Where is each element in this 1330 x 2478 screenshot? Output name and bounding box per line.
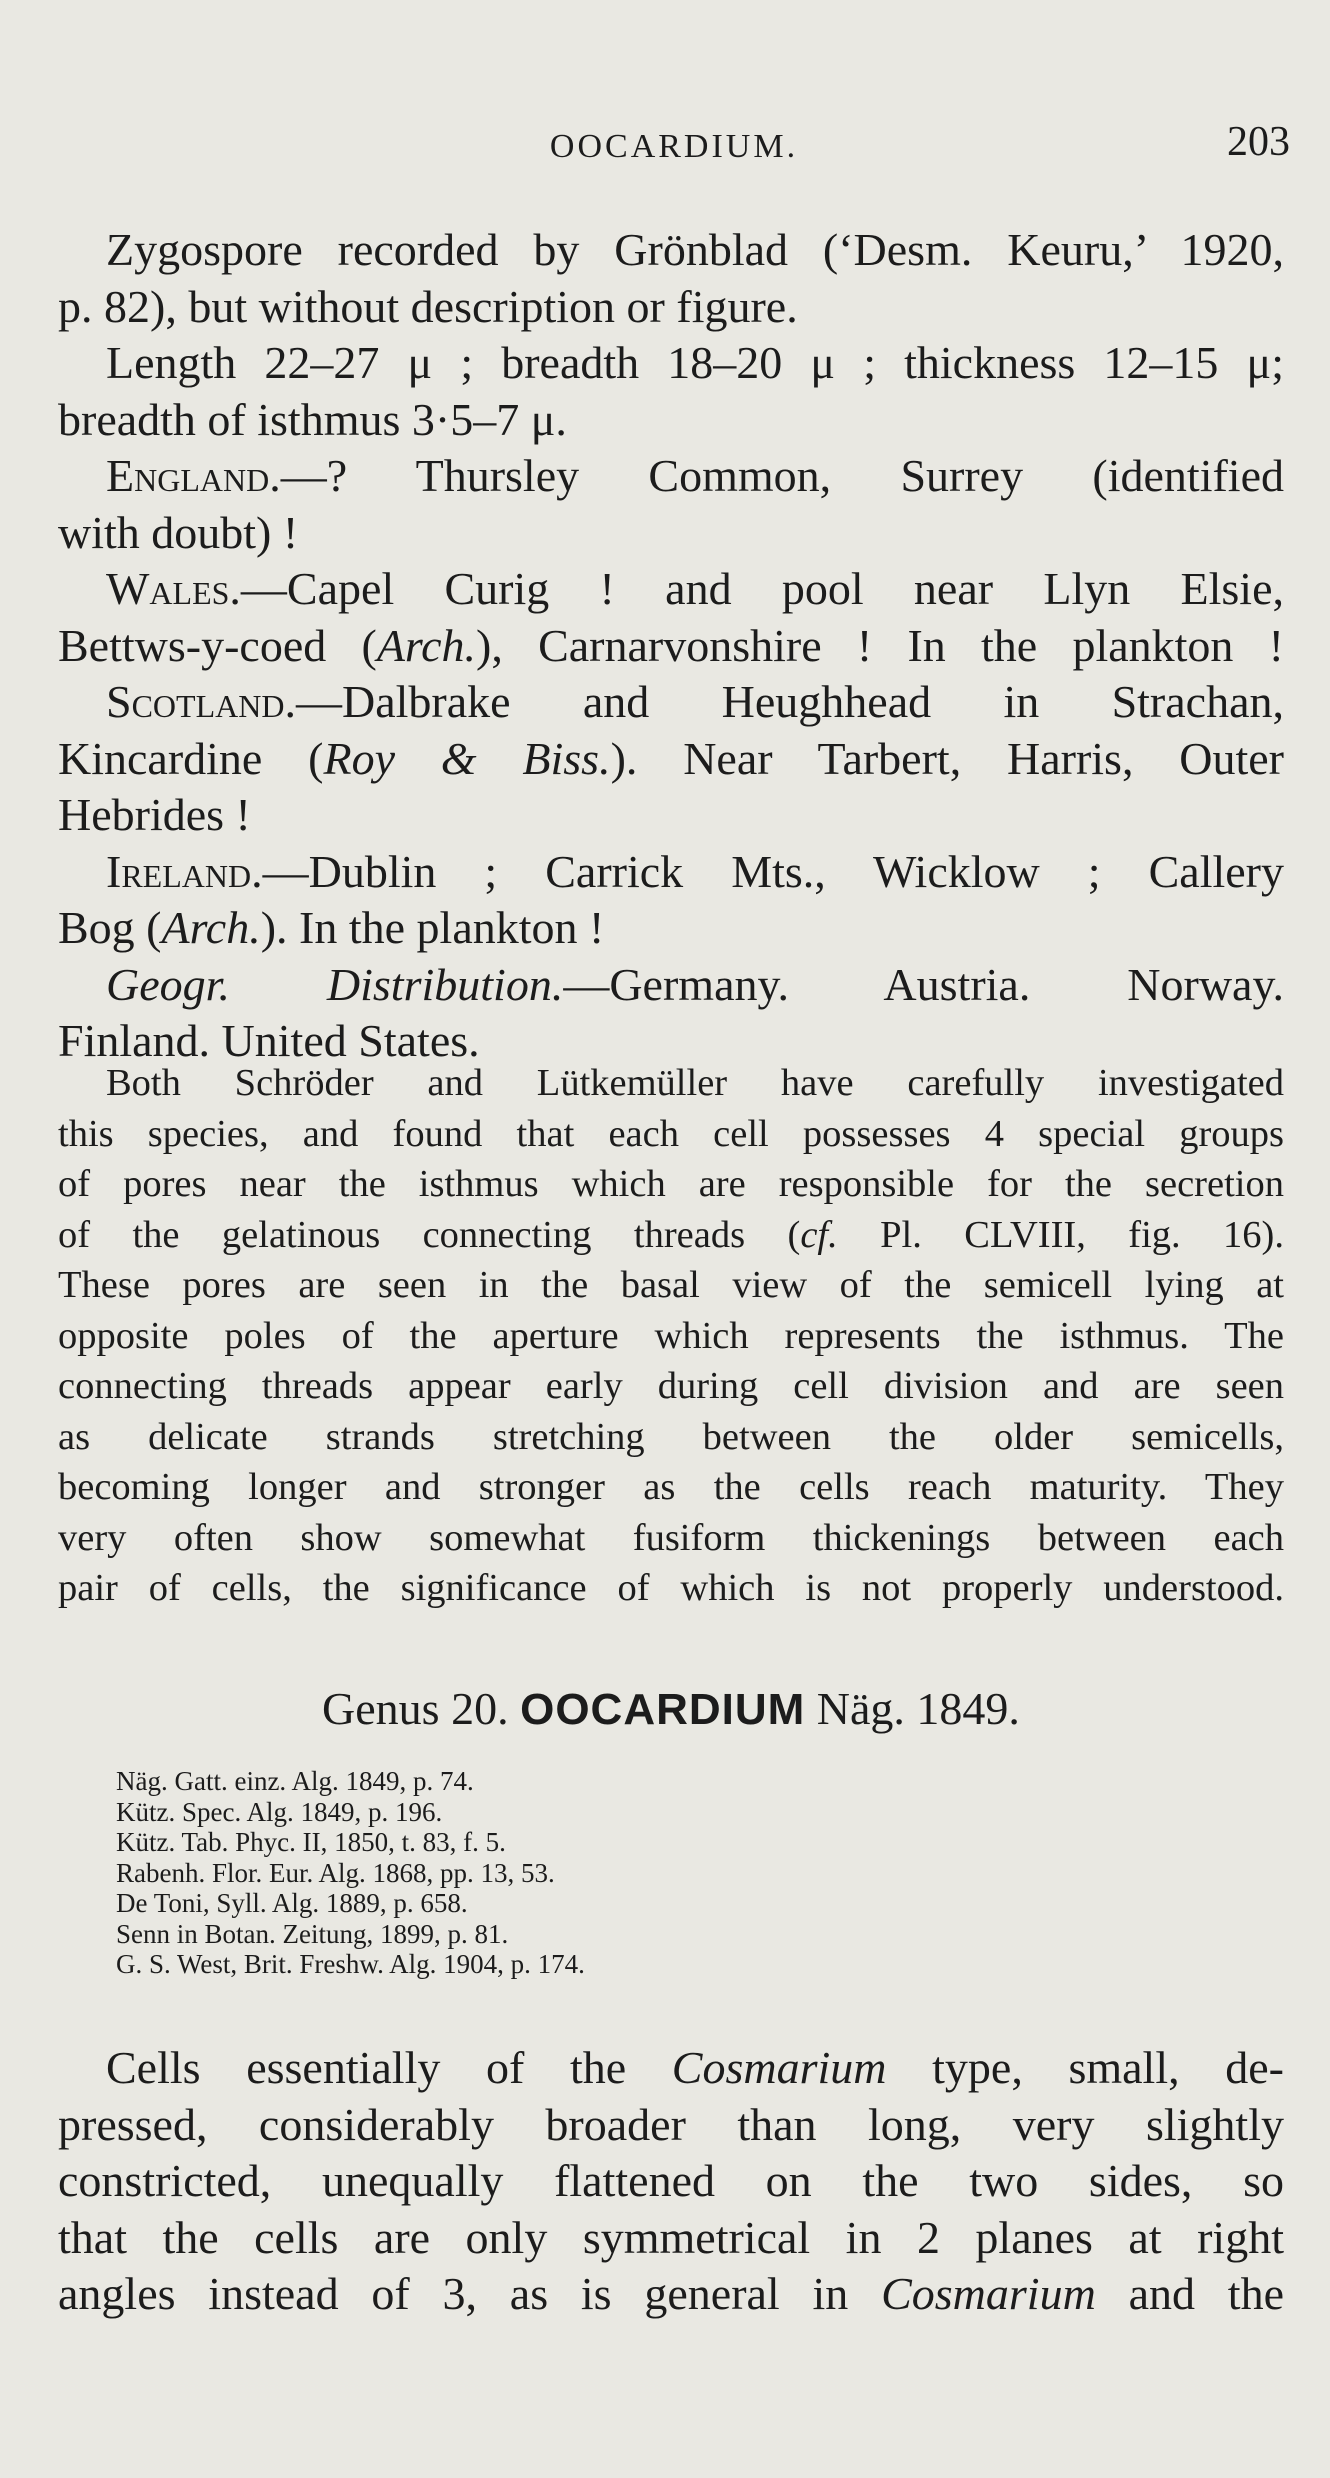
running-head: OOCARDIUM. — [549, 128, 799, 165]
text-span: angles instead of 3, as is general in — [58, 2268, 882, 2319]
text-line: this species, and found that each cell possesses 4 special groups — [58, 1112, 1284, 1155]
genus-description — [58, 2040, 1284, 2323]
text-line — [58, 561, 1284, 618]
reference-item: Senn in Botan. Zeitung, 1899, p. 81. — [116, 1918, 509, 1949]
text-line: Finland. United States. — [58, 1015, 480, 1066]
page-number: 203 — [1227, 119, 1290, 165]
text-span: Bog ( — [58, 902, 162, 953]
text-line: pressed, considerably broader than long, very slightly — [58, 2098, 1284, 2150]
text-span: of the gelatinous connecting threads ( — [58, 1213, 801, 1256]
reference-item: Kütz. Tab. Phyc. II, 1850, t. 83, f. 5. — [116, 1827, 506, 1857]
region-label: Ireland. — [106, 845, 263, 897]
text-line: p. 82), but without description or figure. — [58, 280, 798, 332]
text-line: as delicate strands stretching between the older semicells, — [58, 1415, 1284, 1458]
reference-item: Näg. Gatt. einz. Alg. 1849, p. 74. — [116, 1766, 474, 1796]
text-span: cf. — [800, 1213, 838, 1256]
text-line: opposite poles of the aperture which represents the isthmus. The — [58, 1314, 1284, 1357]
reference-item: Rabenh. Flor. Eur. Alg. 1868, pp. 13, 53. — [116, 1857, 555, 1888]
text-line: that the cells are only symmetrical in 2 planes at right — [58, 2211, 1284, 2263]
text-span: ), Carnarvonshire ! In the plankton ! — [476, 619, 1284, 671]
reference-item: De Toni, Syll. Alg. 1889, p. 658. — [116, 1888, 468, 1918]
region-text: —Capel Curig ! and pool near Llyn Elsie, — [240, 563, 1284, 614]
text-line: breadth of isthmus 3·5–7 μ. — [58, 393, 567, 445]
taxon-name: Cosmarium — [881, 2268, 1096, 2319]
text-line: with doubt) ! — [58, 506, 299, 558]
authority: Roy & Biss. — [323, 732, 611, 784]
text-line: These pores are seen in the basal view of the semicell lying at — [58, 1264, 1284, 1306]
genus-number: Genus 20. — [322, 1683, 509, 1734]
text-line: becoming longer and stronger as the cells reach maturity. They — [58, 1466, 1284, 1508]
page-header — [58, 118, 1290, 168]
geogr-label: Geogr. Distribution. — [106, 958, 564, 1010]
text-line — [58, 1210, 1284, 1261]
region-label: England. — [106, 450, 281, 501]
distribution-section — [58, 222, 1284, 1070]
region-label: Wales. — [106, 563, 241, 614]
region-text: —? Thursley Common, Surrey (identified — [280, 450, 1284, 501]
text-line — [58, 844, 1284, 901]
region-text: —Dublin ; Carrick Mts., Wicklow ; Callery — [262, 845, 1284, 897]
authority: Arch. — [376, 619, 477, 671]
text-span: Bettws-y-coed ( — [58, 619, 377, 671]
text-line — [58, 957, 1284, 1014]
reference-item: Kütz. Spec. Alg. 1849, p. 196. — [116, 1796, 443, 1827]
text-line — [58, 448, 1284, 505]
text-line: very often show somewhat fusiform thickenings between each — [58, 1516, 1284, 1559]
taxon-name: Cosmarium — [671, 2042, 887, 2093]
genus-heading — [58, 1682, 1284, 1735]
text-line — [58, 674, 1284, 731]
text-line: Hebrides ! — [58, 789, 251, 840]
reference-list — [116, 1766, 585, 1980]
text-line: Length 22–27 μ ; breadth 18–20 μ ; thickness 12–15 μ; — [106, 337, 1284, 388]
text-span: Cells essentially of the — [106, 2042, 672, 2093]
text-line: Zygospore recorded by Grönblad (‘Desm. Keuru,’ 1920, — [106, 224, 1284, 275]
text-line — [58, 2266, 1284, 2323]
text-line — [58, 2040, 1284, 2097]
region-label: Scotland. — [106, 676, 296, 727]
text-span: and the — [1095, 2268, 1284, 2319]
text-line: Both Schröder and Lütkemüller have carefully investigated — [106, 1062, 1284, 1104]
text-line: constricted, unequally flattened on the two sides, so — [58, 2155, 1284, 2206]
text-line — [58, 618, 1284, 675]
note-paragraph — [58, 1058, 1284, 1614]
genus-name: OOCARDIUM — [520, 1685, 806, 1734]
region-text: —Dalbrake and Heughhead in Strachan, — [295, 676, 1284, 727]
text-line — [58, 900, 1284, 957]
text-span: Kincardine ( — [58, 732, 324, 784]
text-line — [58, 731, 1284, 788]
text-span: ). In the plankton ! — [260, 902, 605, 953]
text-span: ). Near Tarbert, Harris, Outer — [610, 732, 1284, 784]
text-span: Pl. CLVIII, fig. 16). — [837, 1213, 1284, 1256]
region-text: —Germany. Austria. Norway. — [563, 958, 1284, 1010]
text-span: type, small, de- — [886, 2042, 1284, 2093]
reference-item: G. S. West, Brit. Freshw. Alg. 1904, p. 174. — [116, 1949, 585, 1979]
text-line: of pores near the isthmus which are responsible for the secretion — [58, 1163, 1284, 1205]
text-line: connecting threads appear early during cell division and are seen — [58, 1365, 1284, 1407]
genus-authority: Näg. 1849. — [816, 1683, 1020, 1734]
text-line: pair of cells, the significance of which is not properly understood. — [58, 1567, 1284, 1609]
authority: Arch. — [161, 902, 261, 953]
